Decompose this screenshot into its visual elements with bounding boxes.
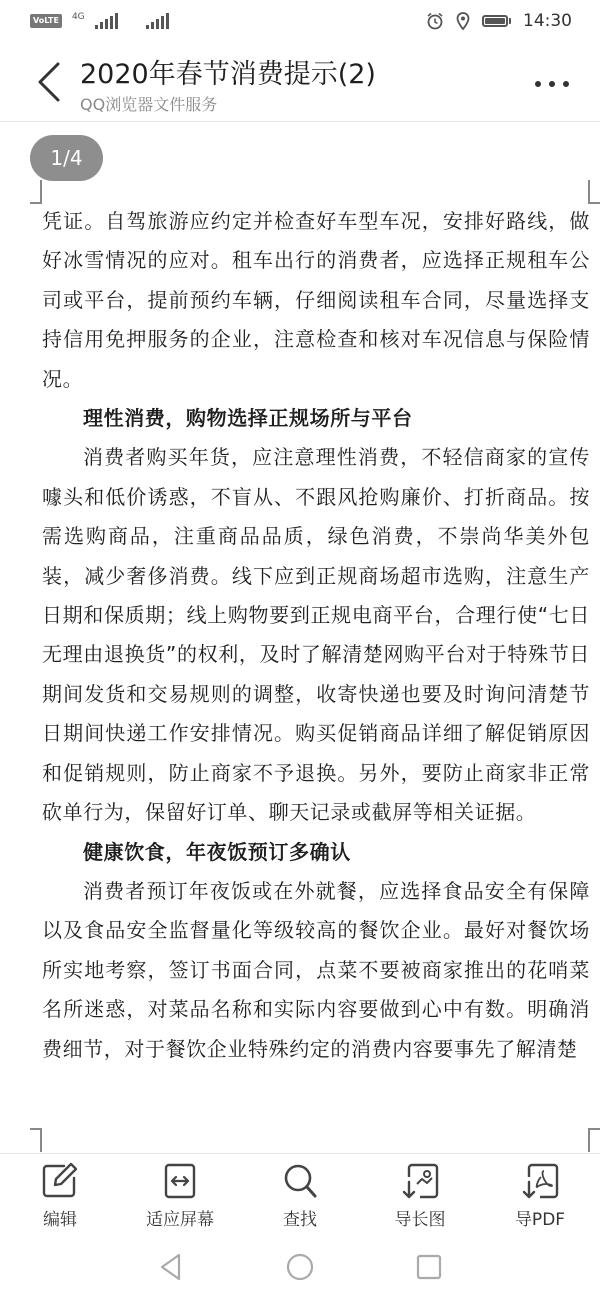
nav-back-button[interactable] xyxy=(157,1252,185,1282)
signal-icon xyxy=(95,13,118,29)
app-header xyxy=(0,42,600,122)
section-heading: 理性消费，购物选择正规场所与平台 xyxy=(83,406,413,431)
fit-screen-button[interactable] xyxy=(120,1154,240,1233)
battery-icon xyxy=(482,15,511,27)
volte-icon: VoLTE xyxy=(30,14,62,28)
fit-screen-label: 适应屏幕 xyxy=(146,1210,214,1230)
long-image-button[interactable] xyxy=(360,1154,480,1233)
more-dots-icon xyxy=(532,74,572,94)
network-type: 4G xyxy=(71,11,85,22)
nav-home-button[interactable] xyxy=(285,1252,315,1282)
export-pdf-label: 导PDF xyxy=(514,1210,566,1230)
edit-button[interactable] xyxy=(0,1154,120,1233)
page-corner-mark xyxy=(30,1128,42,1152)
pdf-icon xyxy=(520,1162,560,1200)
paragraph: 消费者购买年货，应注意理性消费，不轻信商家的宣传噱头和低价诱惑，不盲从、不跟风抢购廉价、打折商品。按需选购商品，注重商品品质，绿色消费，不崇尚华美外包装，减少奢侈消费。线下应到正规商场超市选购，注意生产日期和保质期；线上购物要到正规电商平台，合理行使“七日无理由退换货”的权利，及时了解清楚网购平台对于特殊节日期间发货和交易规则的调整，收寄快递也要及时询问清楚节日期间快递工作安排情况。购买促销商品详细了解促销原因和促销规则，防止商家不予退换。另外，要防止商家非正常砍单行为，保留好订单、聊天记录或截屏等相关证据。 xyxy=(42,445,590,825)
paragraph: 消费者预订年夜饭或在外就餐，应选择食品安全有保障以及食品安全监督量化等级较高的餐饮企业。最好对餐饮场所实地考察，签订书面合同，点菜不要被商家推出的花哨菜名所迷惑，对菜品名称和实际内容要做到心中有数。明确消费细节，对于餐饮企业特殊约定的消费内容要事先了解清楚 xyxy=(42,878,590,1061)
page-subtitle: QQ浏览器文件服务 xyxy=(80,95,218,114)
alarm-icon xyxy=(426,12,444,30)
edit-icon xyxy=(40,1162,80,1200)
more-button[interactable] xyxy=(532,74,572,94)
long-image-icon xyxy=(400,1162,440,1200)
section-heading: 健康饮食，年夜饭预订多确认 xyxy=(83,839,351,864)
page-corner-mark xyxy=(588,1128,600,1152)
page-indicator: 1/4 xyxy=(30,135,103,181)
clock-time: 14:30 xyxy=(523,11,572,31)
fit-screen-icon xyxy=(160,1162,200,1200)
square-recents-icon xyxy=(415,1253,443,1281)
status-right xyxy=(426,11,572,31)
paragraph: 凭证。自驾旅游应约定并检查好车型车况，安排好路线，做好冰雪情况的应对。租车出行的消费者，应选择正规租车公司或平台，提前预约车辆，仔细阅读租车合同，尽量选择支持信用免押服务的企业，注意检查和核对车况信息与保险情况。 xyxy=(42,209,590,391)
page-title: 2020年春节消费提示(2) xyxy=(80,59,376,90)
long-image-label: 导长图 xyxy=(394,1210,446,1230)
back-button[interactable] xyxy=(32,58,68,106)
document-content xyxy=(42,202,590,1069)
search-icon xyxy=(280,1162,320,1200)
status-bar xyxy=(0,0,600,42)
signal-icon xyxy=(146,13,169,29)
bottom-toolbar xyxy=(0,1153,600,1233)
circle-home-icon xyxy=(285,1252,315,1282)
nav-recents-button[interactable] xyxy=(415,1253,443,1281)
edit-label: 编辑 xyxy=(43,1210,77,1230)
export-pdf-button[interactable] xyxy=(480,1154,600,1233)
triangle-back-icon xyxy=(157,1252,185,1282)
location-icon xyxy=(456,12,470,30)
status-left xyxy=(30,13,169,29)
page-corner-mark xyxy=(588,180,600,204)
navigation-bar xyxy=(0,1233,600,1300)
chevron-left-icon xyxy=(32,58,68,106)
find-button[interactable] xyxy=(240,1154,360,1233)
find-label: 查找 xyxy=(283,1210,317,1230)
page-corner-mark xyxy=(30,180,42,204)
